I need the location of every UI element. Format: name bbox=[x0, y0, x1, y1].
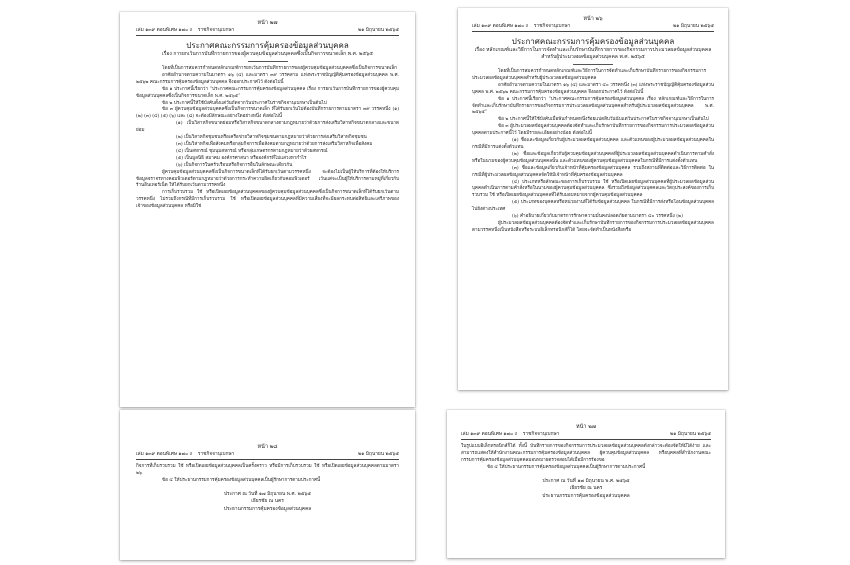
document-body bbox=[472, 69, 714, 235]
gazette-name: ราชกิจจานุเบกษา bbox=[197, 28, 235, 33]
title-divider bbox=[248, 61, 288, 62]
header-rule bbox=[136, 459, 399, 460]
volume-label: เล่ม ๑๓๙ ตอนพิเศษ ๑๗๐ ง bbox=[136, 452, 192, 457]
document-title: ประกาศคณะกรรมการคุ้มครองข้อมูลส่วนบุคคล bbox=[186, 41, 349, 50]
signature-block bbox=[136, 491, 399, 514]
body-paragraph: (๖) เป็นกิจการในครัวเรือนหรือกิจการอื่นในลักษณะเดียวกัน bbox=[176, 162, 293, 168]
body-paragraph: การเก็บรวบรวม ใช้ หรือเปิดเผยข้อมูลส่วนบุคคลของผู้ควบคุมข้อมูลส่วนบุคคลซึ่งเป็นกิจการขนาดเล็กที่ได้รับยกเว้นตามวรรคหนึ่ง ไม่รวมถึงกรณีที่มีการเก็บรวบรวม ใช้ หรือเปิดเผยข้อมูลส่วนบุคคลที่มีความเสี่ยงที่จะมีผลกระทบต่อสิทธิและเสรีภาพของเจ้าของข้อมูลส่วนบุคคล หรือมิใช่ bbox=[136, 190, 399, 210]
body-paragraph: ข้อ ๒ ประกาศนี้ให้ใช้บังคับเมื่อพ้นกำหนดหนึ่งร้อยแปดสิบวันนับแต่วันประกาศในราชกิจจานุเบกษาเป็นต้นไป bbox=[498, 117, 709, 123]
body-paragraph: (๑) ชื่อและข้อมูลเกี่ยวกับผู้ประมวลผลข้อมูลส่วนบุคคล และตัวแทนของผู้ประมวลผลข้อมูลส่วนบุคคลในกรณีที่มีการแต่งตั้งตัวแทน bbox=[472, 138, 714, 150]
gazette-name: ราชกิจจานุเบกษา bbox=[533, 24, 571, 29]
page-number: หน้า ๒๘ bbox=[257, 444, 278, 450]
gazette-date: ๒๑ มิถุนายน ๒๕๖๕ bbox=[673, 24, 714, 29]
header-rule bbox=[136, 35, 399, 36]
gazette-page-26 bbox=[458, 8, 728, 390]
gazette-date: ๒๑ มิถุนายน ๒๕๖๕ bbox=[358, 452, 399, 457]
title-divider bbox=[573, 64, 613, 65]
body-paragraph: (๑) เป็นวิสาหกิจขนาดย่อมหรือวิสาหกิจขนาดกลางตามกฎหมายว่าด้วยการส่งเสริมวิสาหกิจขนาดกลางและขนาดย่อม bbox=[136, 121, 399, 134]
body-paragraph: ผู้ควบคุมข้อมูลส่วนบุคคลซึ่งเป็นกิจการขนาดเล็กที่ได้รับยกเว้นตามวรรคหนึ่ง จะต้องไม่เป็นผู้ให้บริการที่ต้องให้บริการข้อมูลจราจรทางคอมพิวเตอร์ตามกฎหมายว่าด้วยการกระทำความผิดเกี่ยวกับคอมพิวเตอร์ เว้นแต่จะเป็นผู้ให้บริการตามหมู่ที่เกี่ยวกับร้านอินเทอร์เน็ต ให้ได้รับยกเว้นตามวรรคหนึ่ง bbox=[136, 169, 399, 189]
announcement-date: ประกาศ ณ วันที่ ๑๗ มิถุนายน พ.ศ. ๒๕๖๕ bbox=[542, 478, 630, 484]
gazette-page-27 bbox=[120, 12, 415, 407]
document-body bbox=[461, 444, 711, 472]
body-paragraph: (๒) ชื่อและข้อมูลเกี่ยวกับผู้ควบคุมข้อมูลส่วนบุคคลที่ผู้ประมวลผลข้อมูลส่วนบุคคลดำเนินการตามคำสั่งหรือในนามของผู้ควบคุมข้อมูลส่วนบุคคลนั้น และตัวแทนของผู้ควบคุมข้อมูลส่วนบุคคลในกรณีที่มีการแต่งตั้งตัวแทน bbox=[472, 151, 714, 164]
body-paragraph: ข้อ ๓ ผู้ประมวลผลข้อมูลส่วนบุคคลต้องจัดทำและเก็บรักษาบันทึกรายการของกิจกรรมการประมวลผลข้อมูลส่วนบุคคลตามประกาศนี้ไว้ โดยมีรายละเอียดอย่างน้อย ดังต่อไปนี้ bbox=[472, 124, 714, 137]
body-paragraph: (๔) ประเภทหรือลักษณะของการเก็บรวบรวม ใช้ หรือเปิดเผยข้อมูลส่วนบุคคลที่ผู้ประมวลผลข้อมูลส่วนบุคคลดำเนินการตามคำสั่งหรือในนามของผู้ควบคุมข้อมูลส่วนบุคคล ซึ่งรวมถึงข้อมูลส่วนบุคคลและวัตถุประสงค์ของการเก็บรวบรวม ใช้ หรือเปิดเผยข้อมูลส่วนบุคคลที่ได้รับมอบหมายจากผู้ควบคุมข้อมูลส่วนบุคคล bbox=[472, 179, 714, 199]
gazette-header bbox=[136, 451, 399, 458]
body-paragraph: (๓) เป็นวิสาหกิจเพื่อสังคมหรือกลุ่มกิจการเพื่อสังคมตามกฎหมายว่าด้วยการส่งเสริมวิสาหกิจเพื่อสังคม bbox=[176, 141, 373, 147]
signature-block bbox=[461, 478, 711, 501]
body-paragraph: อาศัยอำนาจตามความในมาตรา ๑๖ (๔) และมาตรา ๔๐ วรรคหนึ่ง (๓) แห่งพระราชบัญญัติคุ้มครองข้อมูลส่วนบุคคล พ.ศ. ๒๕๖๒ คณะกรรมการคุ้มครองข้อมูลส่วนบุคคล จึงออกประกาศไว้ ดังต่อไปนี้ bbox=[472, 82, 714, 95]
volume-label: เล่ม ๑๓๙ ตอนพิเศษ ๑๗๐ ง bbox=[136, 28, 192, 33]
announcement-date: ประกาศ ณ วันที่ ๑๗ มิถุนายน พ.ศ. ๒๕๖๕ bbox=[223, 491, 312, 497]
document-title: ประกาศคณะกรรมการคุ้มครองข้อมูลส่วนบุคคล bbox=[511, 37, 675, 46]
body-paragraph: ข้อ ๔ ให้ประธานกรรมการคุ้มครองข้อมูลส่วนบุคคลเป็นผู้รักษาการตามประกาศนี้ bbox=[162, 477, 321, 483]
body-paragraph: (๓) ชื่อและข้อมูลเกี่ยวกับเจ้าหน้าที่คุ้มครองข้อมูลส่วนบุคคล รวมถึงสถานที่ติดต่อและวิธีการติดต่อ ในกรณีที่ผู้ประมวลผลข้อมูลส่วนบุคคลจัดให้มีเจ้าหน้าที่คุ้มครองข้อมูลส่วนบุคคล bbox=[472, 165, 714, 178]
gazette-date: ๒๑ มิถุนายน ๒๕๖๕ bbox=[670, 432, 711, 437]
gazette-page-28 bbox=[120, 410, 415, 560]
gazette-name: ราชกิจจานุเบกษา bbox=[197, 452, 235, 457]
body-paragraph: โดยที่เป็นการสมควรกำหนดหลักเกณฑ์การยกเว้นการบันทึกรายการของผู้ควบคุมข้อมูลส่วนบุคคลซึ่งเป็นกิจการขนาดเล็ก bbox=[162, 66, 397, 71]
document-subject: เรื่อง การยกเว้นการบันทึกรายการของผู้ควบคุมข้อมูลส่วนบุคคลซึ่งเป็นกิจการขนาดเล็ก พ.ศ. ๒๕๖๕ bbox=[161, 51, 374, 57]
body-paragraph: กิจการที่เก็บรวบรวม ใช้ หรือเปิดเผยข้อมูลส่วนบุคคลเป็นครั้งคราว หรือมีการเก็บรวบรวม ใช้ หรือเปิดเผยข้อมูลส่วนบุคคลตามมาตรา ๒๖ bbox=[136, 464, 399, 476]
header-rule bbox=[461, 439, 711, 440]
body-paragraph: ผู้ประมวลผลข้อมูลส่วนบุคคลต้องจัดทำและเก็บรักษาบันทึกรายการของกิจกรรมการประมวลผลข้อมูลส่วนบุคคลตามวรรคหนึ่งเป็นหนังสือหรือระบบอิเล็กทรอนิกส์ก็ได้ โดยจะจัดทำเป็นหนังสือหรือ bbox=[472, 220, 714, 233]
signer-position: ประธานกรรมการคุ้มครองข้อมูลส่วนบุคคล bbox=[223, 506, 312, 512]
volume-label: เล่ม ๑๓๙ ตอนพิเศษ ๑๗๐ ง bbox=[461, 432, 517, 437]
body-paragraph: โดยที่เป็นการสมควรกำหนดหลักเกณฑ์และวิธีการในการจัดทำและเก็บรักษาบันทึกรายการของกิจกรรมการประมวลผลข้อมูลส่วนบุคคลสำหรับผู้ประมวลผลข้อมูลส่วนบุคคล bbox=[472, 69, 707, 81]
body-paragraph: ข้อ ๑ ประกาศนี้เรียกว่า “ประกาศคณะกรรมการคุ้มครองข้อมูลส่วนบุคคล เรื่อง หลักเกณฑ์และวิธีการในการจัดทำและเก็บรักษาบันทึกรายการของกิจกรรมการประมวลผลข้อมูลส่วนบุคคลสำหรับผู้ประมวลผลข้อมูลส่วนบุคคล พ.ศ. ๒๕๖๕” bbox=[472, 96, 714, 116]
document-body bbox=[136, 66, 399, 211]
document-subject: เรื่อง หลักเกณฑ์และวิธีการในการจัดทำและเก็บรักษาบันทึกรายการของกิจกรรมการประมวลผลข้อมูลส่วนบุคคลสำหรับผู้ประมวลผลข้อมูลส่วนบุคคล พ.ศ. ๒๕๖๕ bbox=[474, 47, 712, 60]
page-number: หน้า ๒๗ bbox=[257, 20, 278, 26]
body-paragraph: ในรูปแบบอิเล็กทรอนิกส์ก็ได้ ทั้งนี้ บันทึกรายการของกิจกรรมการประมวลผลข้อมูลส่วนบุคคลดังกล่าวจะต้องจัดให้มีได้ง่าย และสามารถแสดงให้สำนักงานคณะกรรมการคุ้มครองข้อมูลส่วนบุคคล ผู้ควบคุมข้อมูลส่วนบุคคล หรือบุคคลที่สำนักงานคณะกรรมการคุ้มครองข้อมูลส่วนบุคคลมอบหมายตรวจสอบได้เมื่อมีการร้องขอ bbox=[461, 444, 711, 463]
gazette-name: ราชกิจจานุเบกษา bbox=[522, 432, 560, 437]
body-paragraph: ข้อ ๔ ให้ประธานกรรมการคุ้มครองข้อมูลส่วนบุคคลเป็นผู้รักษาการตามประกาศนี้ bbox=[487, 464, 646, 470]
page-number: หน้า ๒๗ bbox=[576, 424, 596, 430]
document-body bbox=[136, 464, 399, 485]
volume-label: เล่ม ๑๓๙ ตอนพิเศษ ๑๗๐ ง bbox=[472, 24, 528, 29]
body-paragraph: (๕) ประเภทของบุคคลหรือหน่วยงานที่ได้รับข้อมูลส่วนบุคคล ในกรณีที่มีการส่งหรือโอนข้อมูลส่วนบุคคลไปยังต่างประเทศ bbox=[472, 200, 714, 213]
page-number: หน้า ๒๖ bbox=[583, 16, 603, 22]
gazette-header bbox=[461, 431, 711, 438]
body-paragraph: (๖) คำอธิบายเกี่ยวกับมาตรการรักษาความมั่นคงปลอดภัยตามมาตรา ๔๐ วรรคหนึ่ง (๒) bbox=[512, 214, 683, 220]
body-paragraph: (๕) เป็นมูลนิธิ สมาคม องค์กรศาสนา หรือองค์กรที่ไม่แสวงหากำไร bbox=[176, 155, 307, 161]
body-paragraph: (๔) เป็นสหกรณ์ ชุมนุมสหกรณ์ หรือกลุ่มเกษตรกรตามกฎหมายว่าด้วยสหกรณ์ bbox=[176, 148, 328, 154]
signer-position: ประธานกรรมการคุ้มครองข้อมูลส่วนบุคคล bbox=[542, 493, 630, 499]
body-paragraph: ข้อ ๒ ประกาศนี้ให้ใช้บังคับตั้งแต่วันถัดจากวันประกาศในราชกิจจานุเบกษาเป็นต้นไป bbox=[162, 100, 327, 106]
body-paragraph: อาศัยอำนาจตามความในมาตรา ๑๖ (๔) และมาตรา ๓๙ วรรคสาม แห่งพระราชบัญญัติคุ้มครองข้อมูลส่วนบุคคล พ.ศ. ๒๕๖๒ คณะกรรมการคุ้มครองข้อมูลส่วนบุคคล จึงออกประกาศไว้ ดังต่อไปนี้ bbox=[136, 72, 399, 85]
gazette-page-27b bbox=[447, 410, 725, 558]
body-paragraph: (๒) เป็นวิสาหกิจชุมชนหรือเครือข่ายวิสาหกิจชุมชนตามกฎหมายว่าด้วยการส่งเสริมวิสาหกิจชุมชน bbox=[176, 135, 367, 141]
body-paragraph: ข้อ ๑ ประกาศนี้เรียกว่า “ประกาศคณะกรรมการคุ้มครองข้อมูลส่วนบุคคล เรื่อง การยกเว้นการบันทึกรายการของผู้ควบคุมข้อมูลส่วนบุคคลซึ่งเป็นกิจการขนาดเล็ก พ.ศ. ๒๕๖๕” bbox=[136, 86, 399, 99]
gazette-date: ๒๑ มิถุนายน ๒๕๖๕ bbox=[358, 28, 399, 33]
gazette-header bbox=[136, 27, 399, 34]
signer-name: เธียรชัย ณ นคร bbox=[251, 499, 284, 505]
gazette-header bbox=[472, 23, 714, 30]
body-paragraph: ข้อ ๓ ผู้ควบคุมข้อมูลส่วนบุคคลซึ่งเป็นกิจการขนาดเล็ก ที่ได้รับยกเว้นไม่ต้องบันทึกรายการตามมาตรา ๓๙ วรรคหนึ่ง (๑) (๒) (๓) (๔) (๕) (๖) และ (๘) จะต้องมีลักษณะอย่างใดอย่างหนึ่ง ดังต่อไปนี้ bbox=[136, 107, 399, 120]
signer-name: เธียรชัย ณ นคร bbox=[569, 486, 603, 492]
header-rule bbox=[472, 31, 714, 32]
